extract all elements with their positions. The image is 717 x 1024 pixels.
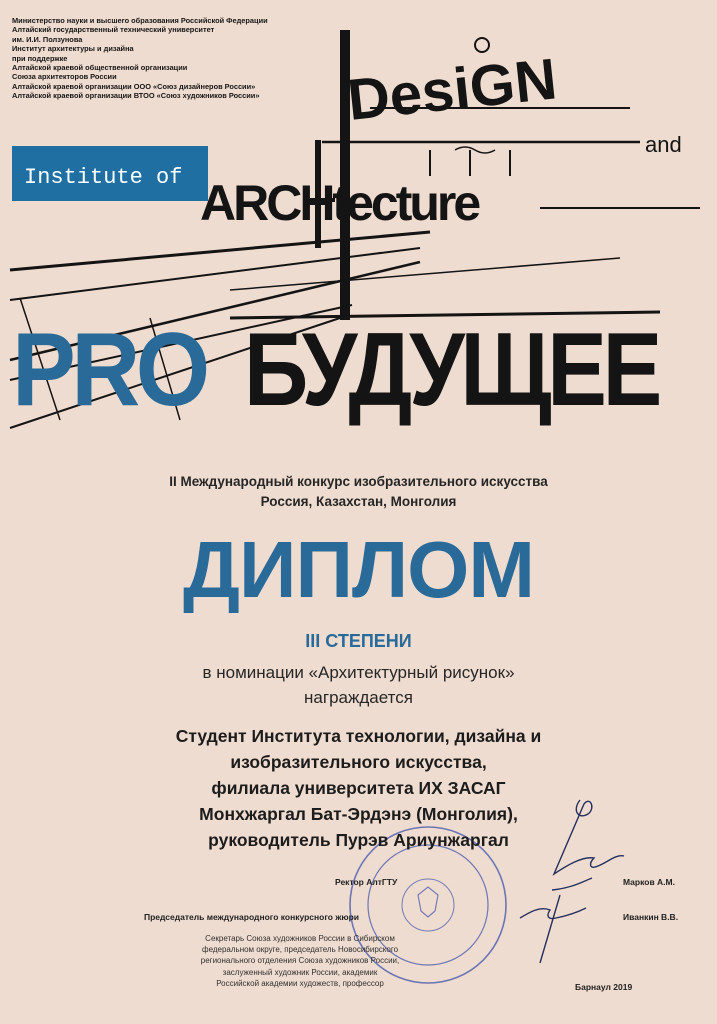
architecture-text: ARCHtecture: [200, 175, 479, 231]
contest-countries: Россия, Казахстан, Монголия: [260, 494, 457, 509]
recipient-line: филиала университета ИХ ЗАСАГ: [211, 778, 506, 798]
rector-title: Ректор АлтГТУ: [335, 877, 398, 887]
organizer-line: Алтайской краевой организации ООО «Союз дизайнеров России»: [12, 81, 256, 91]
secretary-line: регионального отделения Союза художников России,: [200, 956, 400, 966]
secretary-line: Российской академии художеств, профессор: [216, 978, 384, 988]
organizer-line: Алтайской краевой общественной организации: [12, 63, 188, 73]
headline-future: БУДУЩЕЕ: [244, 312, 658, 428]
diploma-degree: III СТЕПЕНИ: [305, 631, 412, 651]
recipient-line: Монхжаргал Бат-Эрдэнэ (Монголия),: [199, 804, 518, 824]
secretary-block: [150, 933, 450, 989]
organizer-line: им. И.И. Ползунова: [12, 34, 83, 44]
contest-title: II Международный конкурс изобразительного искусства: [169, 474, 548, 489]
secretary-line: федеральном округе, председатель Новосибирского: [201, 945, 399, 955]
organizer-line: Институт архитектуры и дизайна: [12, 44, 134, 54]
secretary-line: заслуженный художник России, академик: [222, 967, 378, 977]
recipient-line: Студент Института технологии, дизайна и: [175, 726, 542, 746]
recipient-line: изобразительного искусства,: [230, 752, 487, 772]
city-year: Барнаул 2019: [575, 982, 633, 992]
recipient-line: руководитель Пурэв Ариунжаргал: [208, 830, 509, 850]
institute-of-text: Institute of: [24, 165, 183, 190]
diploma-title: ДИПЛОМ: [183, 525, 534, 614]
jury-chair-name: Иванкин В.В.: [623, 912, 679, 922]
jury-chair-title: Председатель международного конкурсного жюри: [144, 912, 360, 922]
headline-pro: PRO: [12, 312, 206, 428]
design-text: DesiGN: [344, 46, 560, 133]
organizer-line: Алтайский государственный технический университет: [12, 25, 215, 35]
nomination-text: в номинации «Архитектурный рисунок»: [202, 663, 515, 682]
organizer-line: при поддержке: [12, 53, 68, 63]
and-text: and: [645, 132, 682, 157]
organizer-line: Министерство науки и высшего образования Российской Федерации: [12, 16, 268, 25]
secretary-line: Секретарь Союза художников России в Сибирском: [205, 934, 395, 943]
awarded-text: награждается: [304, 688, 413, 707]
organizer-line: Союза архитекторов России: [12, 72, 117, 82]
rector-name: Марков А.М.: [623, 877, 675, 887]
organizer-line: Алтайской краевой организации ВТОО «Союз художников России»: [12, 91, 260, 101]
